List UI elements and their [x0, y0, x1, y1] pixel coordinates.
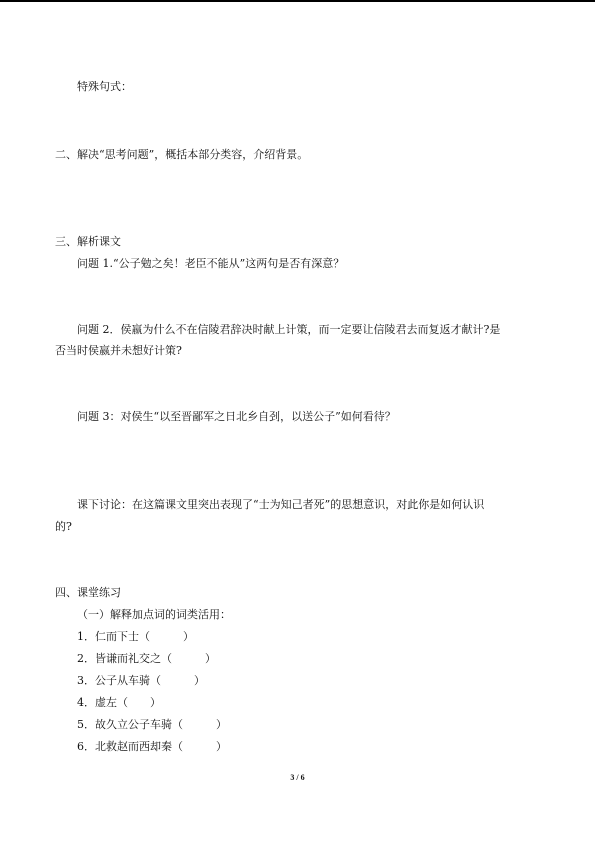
exercise-item: 4．虚左（ ）	[77, 696, 161, 709]
question-2-line-1: 问题 2．侯嬴为什么不在信陵君辞决时献上计策，而一定要让信陵君去而复返才献计?是	[77, 323, 501, 336]
exercise-item: 3．公子从车骑（ ）	[77, 674, 205, 687]
exercise-item: 5．故久立公子车骑（ ）	[77, 718, 227, 731]
discussion-line-2: 的?	[55, 520, 72, 533]
section-4-heading: 四、课堂练习	[55, 586, 121, 599]
question-3: 问题 3：对侯生“以至晋鄙军之日北乡自刭，以送公子”如何看待？	[77, 410, 396, 423]
exercise-item: 6．北救赵而西却秦（ ）	[77, 740, 227, 753]
section-2-heading: 二、解决“思考问题”，概括本部分类容，介绍背景。	[55, 148, 309, 161]
exercise-subheading: （一）解释加点词的词类活用：	[77, 608, 231, 621]
page-number: 3 / 6	[290, 773, 305, 782]
exercise-item: 2．皆谦而礼交之（ ）	[77, 652, 216, 665]
exercise-item: 1．仁而下士（ ）	[77, 630, 194, 643]
question-2-line-2: 否当时侯嬴并未想好计策?	[55, 344, 182, 357]
special-sentence-label: 特殊句式：	[77, 80, 132, 93]
header-rule	[0, 0, 595, 2]
section-3-heading: 三、解析课文	[55, 235, 121, 248]
discussion-line-1: 课下讨论：在这篇课文里突出表现了“士为知己者死”的思想意识，对此你是如何认识	[77, 498, 485, 511]
question-1: 问题 1.“公子勉之矣！老臣不能从”这两句是否有深意？	[77, 257, 345, 270]
